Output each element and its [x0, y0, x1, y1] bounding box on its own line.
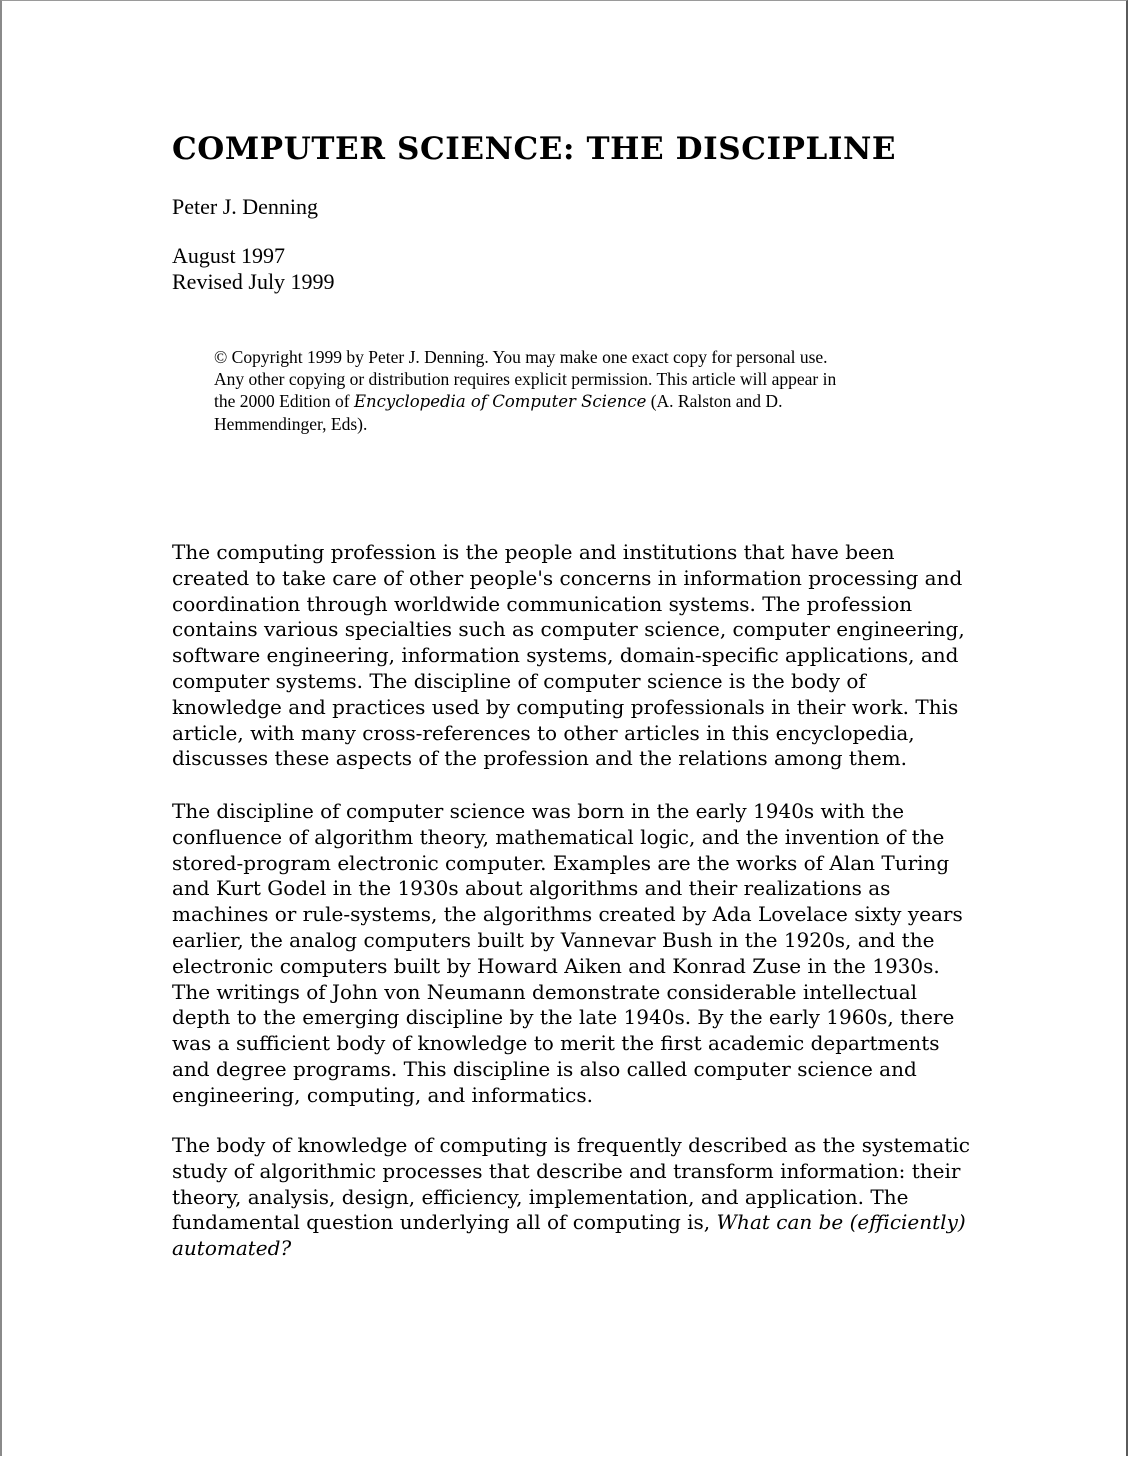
author-name: Peter J. Denning: [172, 194, 319, 219]
publication-title: Encyclopedia of Computer Science: [353, 392, 647, 411]
paragraph-body-of-knowledge: [172, 1133, 972, 1262]
paragraph-body-text: The body of knowledge of computing is frequently described as the systematic study of algorithmic processes that describe and transform information: their theory, analysis, design, efficiency, implementation, and application. The fundamental question underlying all of computing is,: [172, 1133, 970, 1235]
document-dates: [172, 243, 972, 295]
document-header: [172, 129, 972, 435]
copyright-notice: [214, 346, 854, 435]
copyright-editors: (A. Ralston and D. Hemmendinger, Eds).: [214, 391, 783, 434]
original-date: August 1997: [172, 243, 286, 268]
paragraph-history: The discipline of computer science was born in the early 1940s with the confluence of algorithm theory, mathematical logic, and the invention of the stored-program electronic computer. Examples are the works of Alan Turing and Kurt Godel in the 1930s about algorithms and their realizations as machines or rule-systems, the algorithms created by Ada Lovelace sixty years earlier, the analog computers built by Vannevar Bush in the 1920s, and the electronic computers built by Howard Aiken and Konrad Zuse in the 1930s. The writings of John von Neumann demonstrate considerable intellectual depth to the emerging discipline by the late 1940s. By the early 1960s, there was a sufficient body of knowledge to merit the first academic departments and degree programs. This discipline is also called computer science and engineering, computing, and informatics.: [172, 799, 963, 1107]
paragraph-profession: The computing profession is the people and institutions that have been created to take care of other people's concerns in information processing and coordination through worldwide communication systems. The profession contains various specialties such as computer science, computer engineering, software engineering, information systems, domain-specific applications, and computer systems. The discipline of computer science is the body of knowledge and practices used by computing professionals in their work. This article, with many cross-references to other articles in this encyclopedia, discusses these aspects of the profession and the relations among them.: [172, 540, 965, 771]
revised-date: Revised July 1999: [172, 269, 335, 294]
document-title: COMPUTER SCIENCE: THE DISCIPLINE: [172, 131, 897, 167]
copyright-text: © Copyright 1999 by Peter J. Denning. You may make one exact copy for personal use. Any other copying or distribution requires explicit permission. This article will appear in the 2000 Edition of: [214, 347, 837, 411]
fundamental-question: What can be (efficiently) automated?: [172, 1210, 966, 1261]
